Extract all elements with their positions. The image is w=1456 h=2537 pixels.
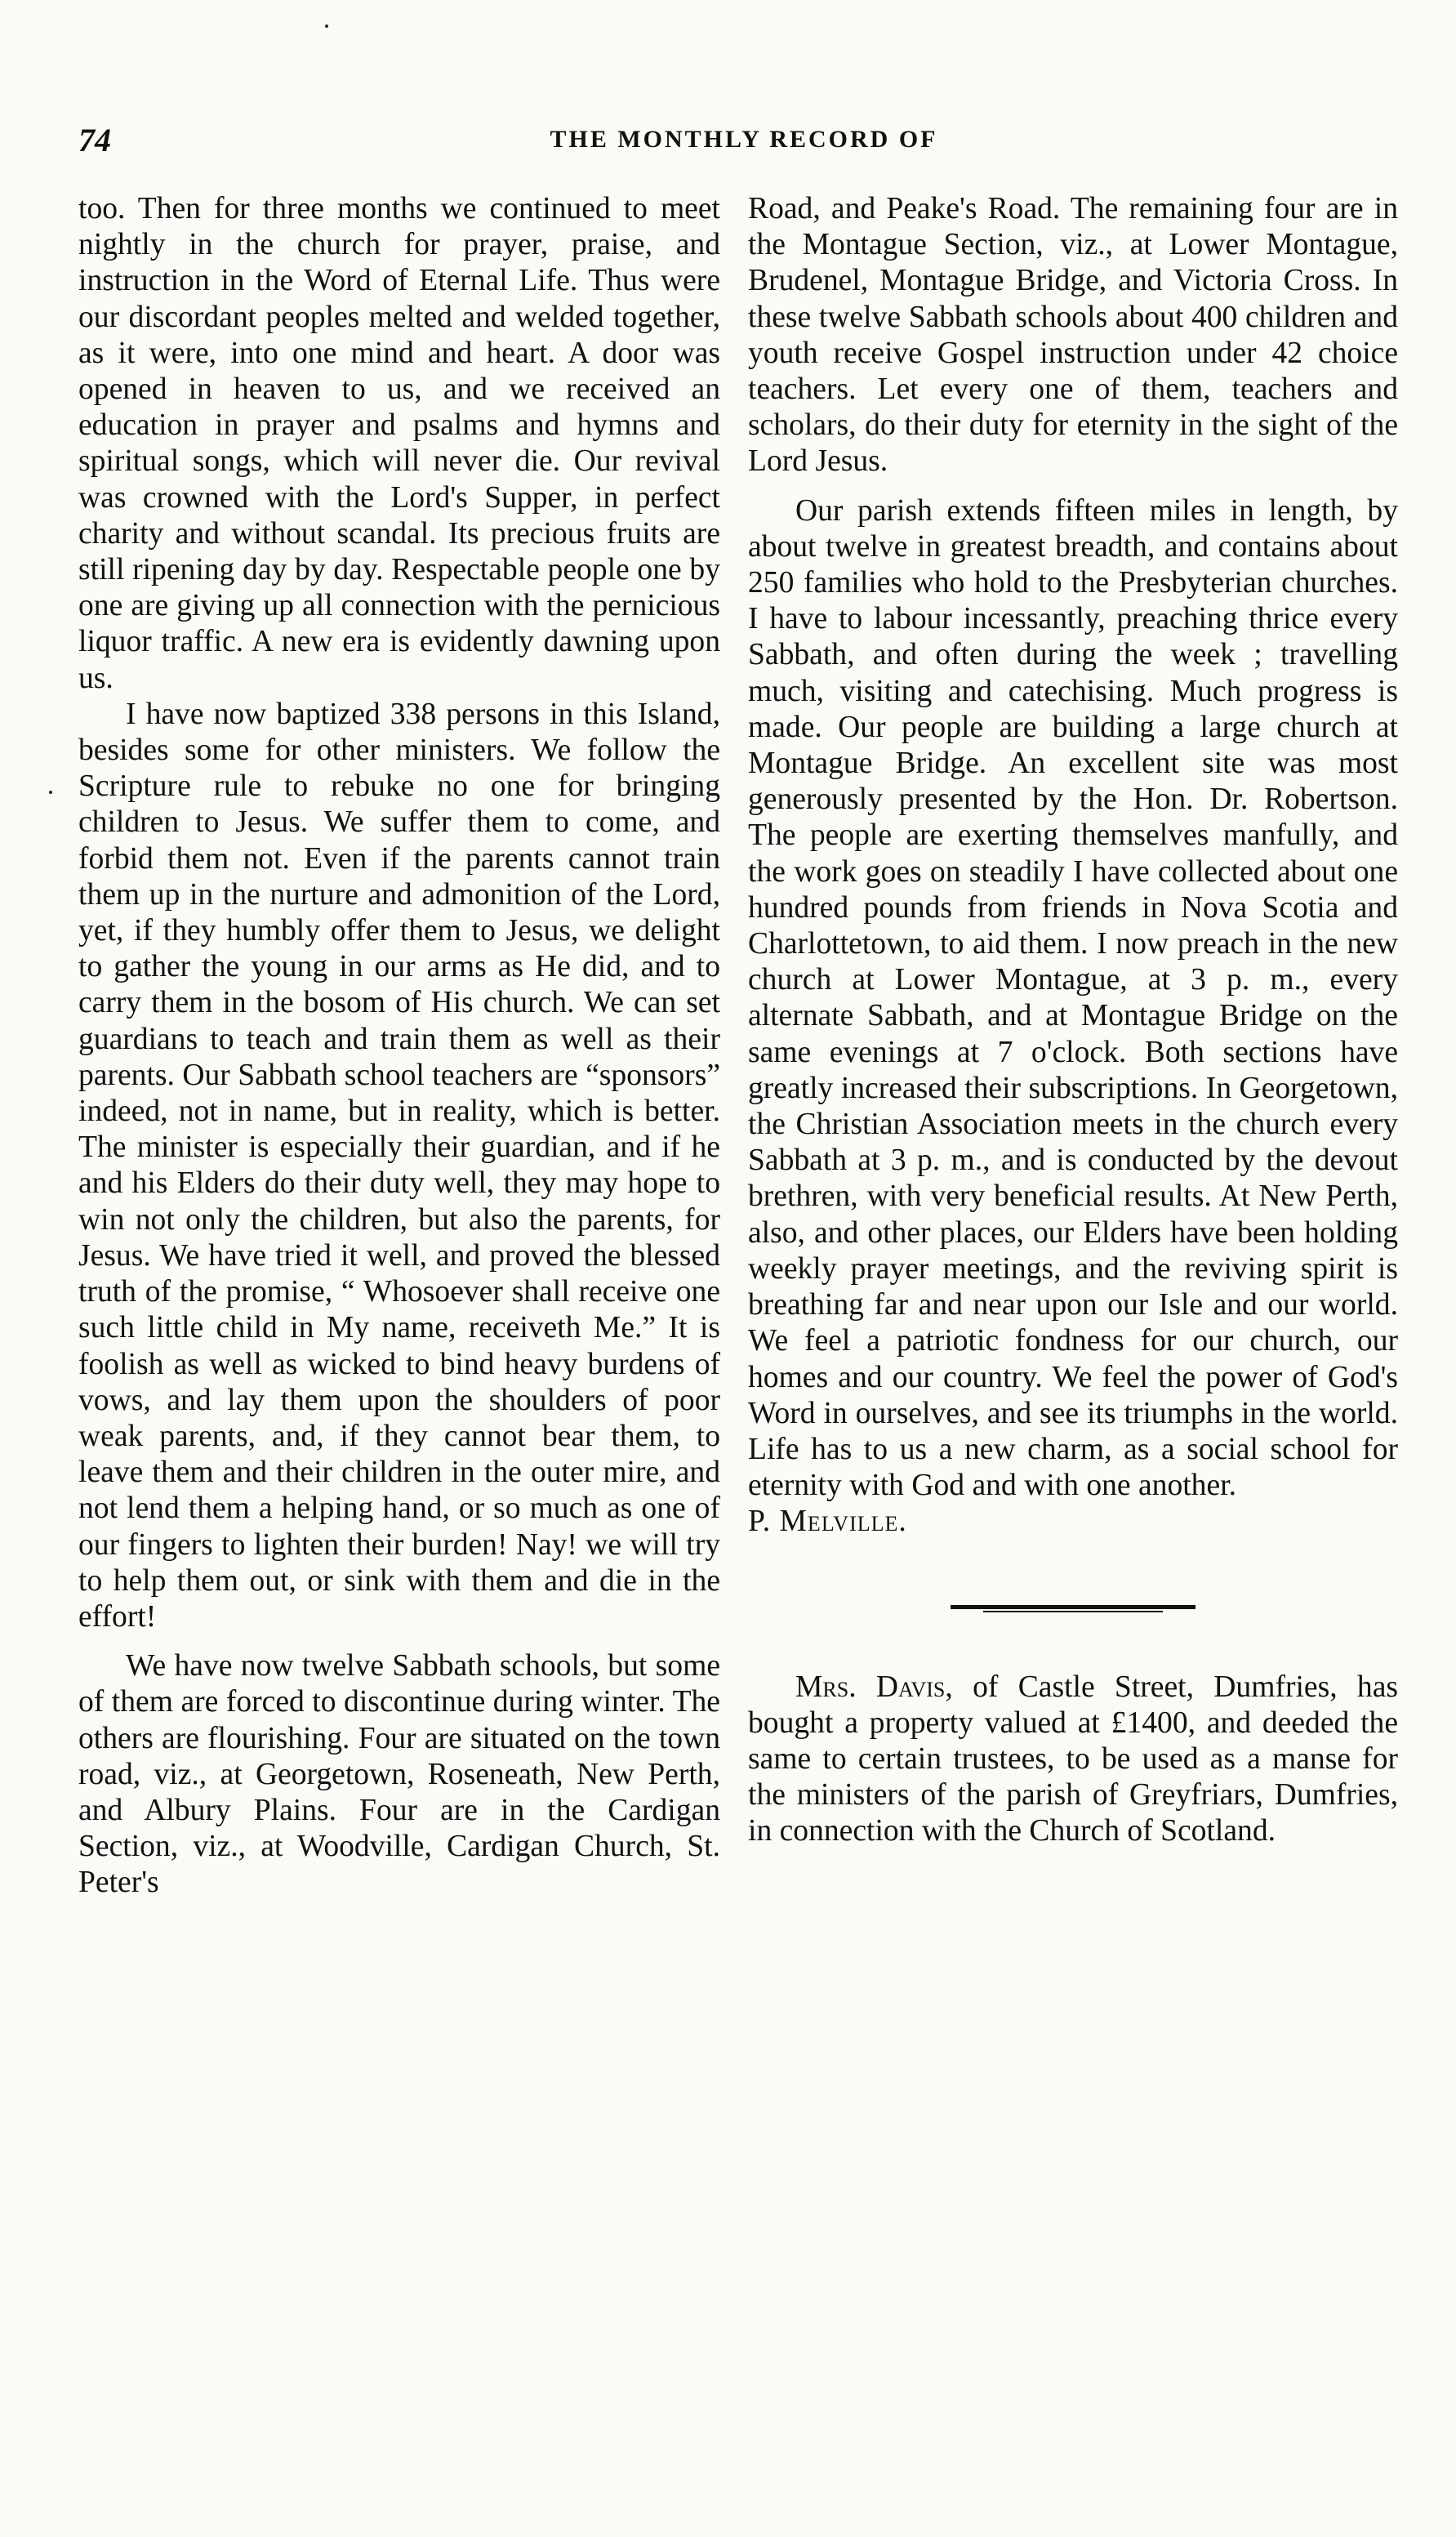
left-column [78,191,720,1902]
ink-speck [49,791,52,794]
paragraph: Our parish extends fifteen miles in length, by about twelve in greatest breadth, and contains about 250 families who hold to the Presbyterian churches. I have to labour incessantly, preaching thrice every Sabbath, and often during the week ; travelling much, visiting and catechising. Much progress is made. Our people are building a large church at Montague Bridge. An excellent site was most generously presented by the Hon. Dr. Robertson. The people are exerting themselves manfully, and the work goes on steadily I have collected about one hundred pounds from friends in Nova Scotia and Charlottetown, to aid them. I now preach in the new church at Lower Montague, at 3 p. m., every alternate Sabbath, and at Montague Bridge on the same evenings at 7 o'clock. Both sections have greatly increased their subscriptions. In Georgetown, the Christian Association meets in the church every Sabbath at 3 p. m., and is conducted by the devout brethren, with very beneficial results. At New Perth, also, and other places, our Elders have been holding weekly prayer meetings, and the reviving spirit is breathing far and near upon our Isle and our world. We feel a patriotic fondness for our church, our homes and our country. We feel the power of God's Word in ourselves, and see its triumphs in the world. Life has to us a new charm, as a social school for eternity with God and with one another. [748,493,1398,1503]
section-divider [951,1604,1196,1611]
paragraph: We have now twelve Sabbath schools, but some of them are forced to discontinue during winter. The others are flourishing. Four are situated on the town road, viz., at Georgetown, Roseneath, New Perth, and Albury Plains. Four are in the Cardigan Section, viz., at Woodville, Cardigan Church, St. Peter's [78,1649,720,1900]
paragraph: too. Then for three months we continued to meet nightly in the church for prayer, praise, and instruction in the Word of Eternal Life. Thus were our discordant peoples melted and welded together, as it were, into one mind and heart. A door was opened in heaven to us, and we received an education in prayer and psalms and hymns and spiritual songs, which will never die. Our revival was crowned with the Lord's Supper, in perfect charity and without scandal. Its precious fruits are still ripening day by day. Respectable people one by one are giving up all connection with the pernicious liquor traffic. A new era is evidently dawning upon us. [78,192,720,695]
right-column [748,191,1398,1850]
notice-lead: Mrs. Davis, [795,1670,953,1704]
page-header [78,121,1409,162]
notice-paragraph [748,1670,1398,1850]
notice-body: of Castle Street, Dumfries, has bought a property valued at £1400, and deeded the same to certain trustees, to be used as a manse for the ministers of the parish of Greyfriars, Dumfries, in connection with the Church of Scotland. [748,1670,1399,1848]
signature: P. Melville. [748,1505,907,1539]
ink-speck [325,25,328,28]
running-head: THE MONTHLY RECORD OF [550,126,938,153]
paragraph: I have now baptized 338 persons in this Island, besides some for other ministers. We follow the Scripture rule to rebuke no one for bringing children to Jesus. We suffer them to come, and forbid them not. Even if the parents cannot train them up in the nurture and admonition of the Lord, yet, if they humbly offer them to Jesus, we delight to gather the young in our arms as He did, and to carry them in the bosom of His church. We can set guardians to teach and train them as well as their parents. Our Sabbath school teachers are “sponsors” indeed, not in name, but in reality, which is better. The minister is especially their guardian, and if he and his Elders do their duty well, they may hope to win not only the children, but also the parents, for Jesus. We have tried it well, and proved the blessed truth of the promise, “ Whosoever shall receive one such little child in My name, receiveth Me.” It is foolish as well as wicked to bind heavy burdens of vows, and lay them upon the shoulders of poor weak parents, and, if they cannot bear them, to leave them and their children in the outer mire, and not lend them a helping hand, or so much as one of our fingers to lighten their burden! Nay! we will try to help them out, or sink with them and die in the effort! [78,697,720,1634]
page-number: 74 [78,122,111,158]
paragraph: Road, and Peake's Road. The remaining four are in the Montague Section, viz., at Lower Montague, Brudenel, Montague Bridge, and Victoria Cross. In these twelve Sabbath schools about 400 children and youth receive Gospel instruction under 42 choice teachers. Let every one of them, teachers and scholars, do their duty for eternity in the sight of the Lord Jesus. [748,192,1398,479]
